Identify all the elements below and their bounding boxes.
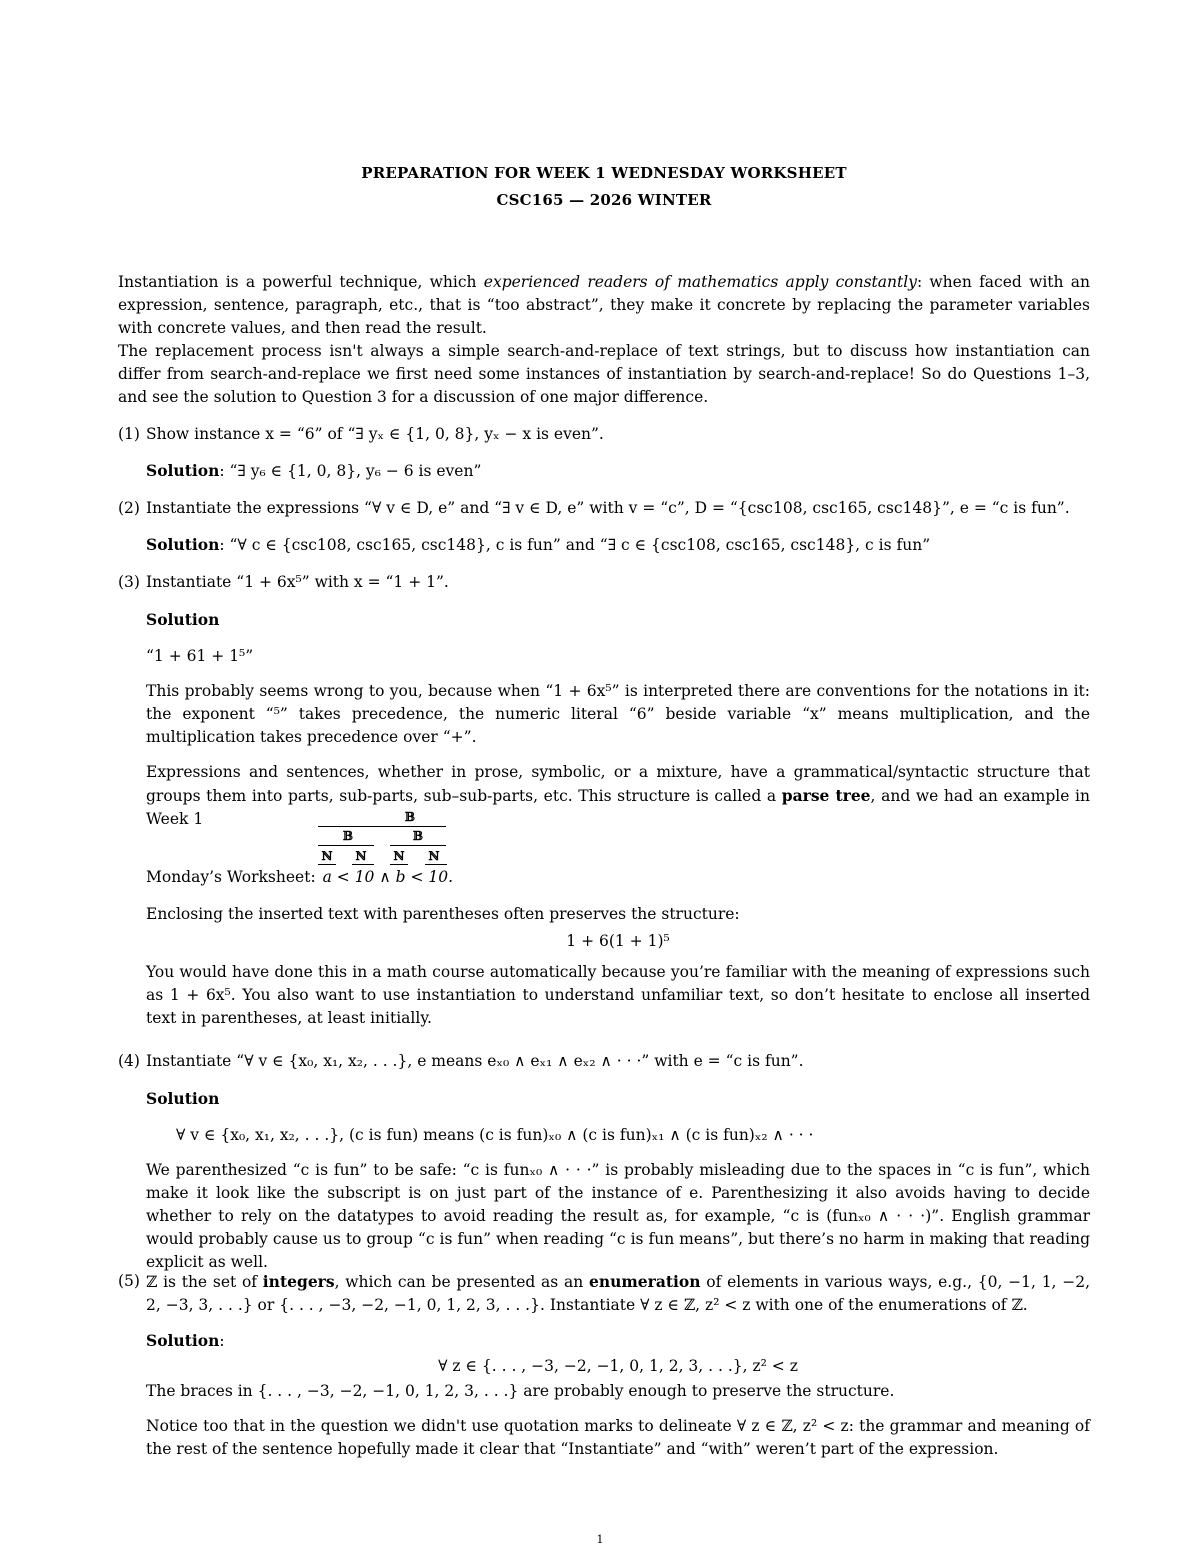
tree-mid-left-label: 𝔹 xyxy=(342,829,354,843)
solution: Solution: “∀ c ∈ {csc108, csc165, csc148}, c is fun” and “∃ c ∈ {csc108, csc165, csc148}, c is fun” xyxy=(146,535,931,554)
q5-display: ∀ z ∈ {. . . , −3, −2, −1, 0, 1, 2, 3, . . .}, z² < z xyxy=(438,1357,798,1375)
q3-paragraph-3: Enclosing the inserted text with parentheses often preserves the structure: xyxy=(146,905,740,923)
question-number: (3) xyxy=(118,573,140,591)
question-text: Instantiate “1 + 6x⁵” with x = “1 + 1”. xyxy=(146,573,449,591)
tree-mid-right-bar xyxy=(390,845,446,846)
question-number: (5) xyxy=(118,1272,140,1290)
question-text: Instantiate “∀ v ∈ {x₀, x₁, x₂, . . .}, e means eₓ₀ ∧ eₓ₁ ∧ eₓ₂ ∧ · · ·” with e = “c is fun”. xyxy=(146,1052,804,1070)
question-number: (2) xyxy=(118,499,140,517)
solution-label: Solution xyxy=(146,610,220,629)
tree-nat-label: ℕ xyxy=(393,849,405,863)
parse-tree xyxy=(146,806,546,890)
question-2 xyxy=(118,497,1090,569)
document-subtitle: CSC165 — 2026 WINTER xyxy=(496,191,712,209)
tree-nat-label: ℕ xyxy=(428,849,440,863)
page-number: 1 xyxy=(596,1533,604,1546)
question-text: Instantiate the expressions “∀ v ∈ D, e” and “∃ v ∈ D, e” with v = “c”, D = “{csc108, csc165, csc148}”, e = “c is fun”. xyxy=(146,499,1070,517)
tree-mid-left-bar xyxy=(318,845,374,846)
question-3 xyxy=(118,571,1090,831)
question-3-continued xyxy=(118,903,1090,1042)
q4-display: ∀ v ∈ {x₀, x₁, x₂, . . .}, (c is fun) means (c is fun)ₓ₀ ∧ (c is fun)ₓ₁ ∧ (c is fun)ₓ₂ ∧ · · · xyxy=(176,1126,814,1144)
question-number: (1) xyxy=(118,425,140,443)
q3-paragraph-1: This probably seems wrong to you, because when “1 + 6x⁵” is interpreted there are conventions for the notations in it: the exponent “⁵” takes precedence, the numeric literal “6” beside variable “x” means multiplication, and the multiplication takes precedence over “+”. xyxy=(146,682,1090,746)
q3-display: 1 + 6(1 + 1)⁵ xyxy=(566,932,670,950)
solution-result: “1 + 61 + 1⁵” xyxy=(146,647,254,665)
q3-paragraph-2: Expressions and sentences, whether in prose, symbolic, or a mixture, have a grammatical/syntactic structure that groups them into parts, sub-parts, sub–sub-parts, etc. This structure is called a parse tree, and we had an example in Week 1 xyxy=(146,763,1090,828)
question-text: ℤ is the set of integers, which can be presented as an enumeration of elements in various ways, e.g., {0, −1, 1, −2, 2, −3, 3, . . .} or {. . . , −3, −2, −1, 0, 1, 2, 3, . . .}. Instantiate ∀ z ∈ ℤ, z² < z with one of the enumerations of ℤ. xyxy=(146,1272,1091,1314)
tree-root-label: 𝔹 xyxy=(404,810,416,824)
tree-mid-right-label: 𝔹 xyxy=(412,829,424,843)
tree-leaf-bar xyxy=(425,864,447,865)
tree-nat-label: ℕ xyxy=(355,849,367,863)
tree-leaf-bar xyxy=(352,864,374,865)
solution: Solution: “∃ y₆ ∈ {1, 0, 8}, y₆ − 6 is even” xyxy=(146,461,482,480)
question-4 xyxy=(118,1050,1090,1286)
solution-label: Solution xyxy=(146,1089,220,1108)
intro-paragraph-1: Instantiation is a powerful technique, which experienced readers of mathematics apply constantly: when faced with an expression, sentence, paragraph, etc., that is “too abstract”, they make it concrete by replacing the parameter variables with concrete values, and then read the result. xyxy=(118,273,1090,337)
question-5 xyxy=(118,1270,1090,1473)
tree-leaf-bar xyxy=(318,864,336,865)
q3-paragraph-4: You would have done this in a math course automatically because you’re familiar with the meaning of expressions such as 1 + 6x⁵. You also want to use instantiation to understand unfamiliar text, so don’t hesitate to enclose all inserted text in parentheses, at least initially. xyxy=(146,963,1090,1027)
q5-paragraph-2: Notice too that in the question we didn't use quotation marks to delineate ∀ z ∈ ℤ, z² < z: the grammar and meaning of the rest of the sentence hopefully made it clear that “Instantiate” and “with” weren’t part of the expression. xyxy=(146,1417,1090,1458)
q5-paragraph-1: The braces in {. . . , −3, −2, −1, 0, 1, 2, 3, . . .} are probably enough to preserve the structure. xyxy=(146,1382,895,1400)
intro-paragraph-2: The replacement process isn't always a simple search-and-replace of text strings, but to discuss how instantiation can differ from search-and-replace we first need some instances of instantiation by search-and-replace! So do Questions 1–3, and see the solution to Question 3 for a discussion of one major difference. xyxy=(118,342,1090,406)
question-1 xyxy=(118,423,1090,495)
tree-root-bar xyxy=(318,826,446,827)
tree-leaf-bar xyxy=(390,864,408,865)
solution-label: Solution: xyxy=(146,1331,225,1350)
tree-caption: Monday’s Worksheet: a < 10 ∧ b < 10. xyxy=(146,868,454,886)
question-number: (4) xyxy=(118,1052,140,1070)
question-text: Show instance x = “6” of “∃ yₓ ∈ {1, 0, 8}, yₓ − x is even”. xyxy=(146,425,604,443)
intro xyxy=(118,271,1090,409)
tree-nat-label: ℕ xyxy=(321,849,333,863)
q4-paragraph-1: We parenthesized “c is fun” to be safe: “c is funₓ₀ ∧ · · ·” is probably misleading due to the spaces in “c is fun”, which make it look like the subscript is on just part of the instance of e. Parenthesizing it also avoids having to decide whether to rely on the datatypes to avoid reading the result as, for example, “c is (funₓ₀ ∧ · · ·)”. English grammar would probably cause us to group “c is fun” when reading “c is fun means”, but there’s no harm in making that reading explicit as well. xyxy=(146,1161,1090,1271)
document-title: PREPARATION FOR WEEK 1 WEDNESDAY WORKSHEET xyxy=(361,164,847,182)
